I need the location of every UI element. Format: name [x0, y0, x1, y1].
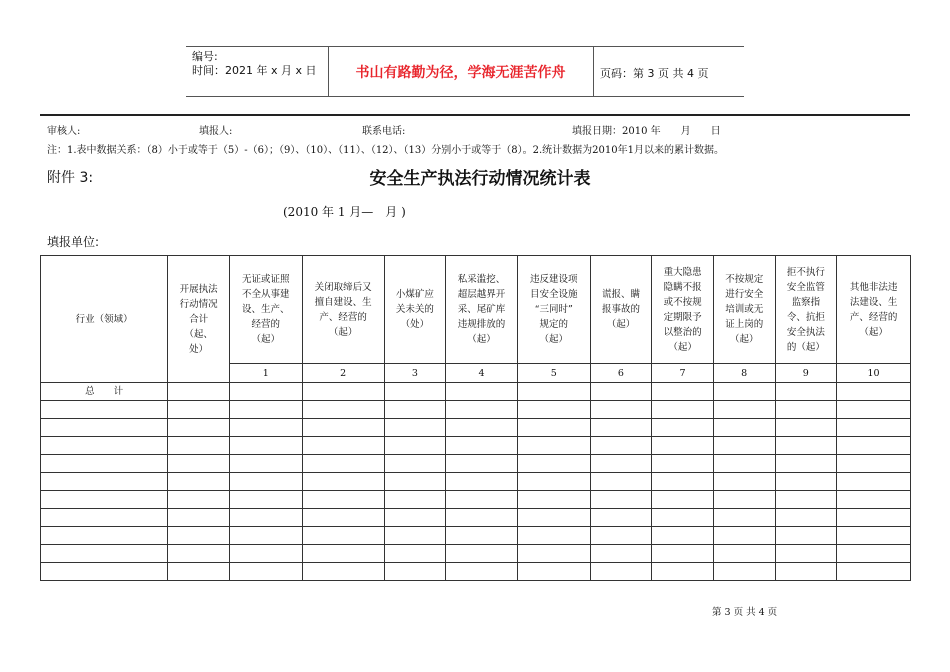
- total-label: 总 计: [41, 383, 168, 401]
- table-cell[interactable]: [652, 383, 714, 401]
- table-cell[interactable]: [775, 563, 837, 581]
- table-row: [41, 509, 911, 527]
- phone-label: 联系电话:: [362, 126, 406, 137]
- table-cell[interactable]: [517, 509, 590, 527]
- number-label: 编号:: [192, 50, 218, 63]
- table-cell[interactable]: [713, 545, 775, 563]
- table-cell[interactable]: [302, 419, 384, 437]
- header-divider: [593, 46, 594, 97]
- column-number: 4: [446, 364, 518, 383]
- table-row: [41, 491, 911, 509]
- column-number: 7: [652, 364, 714, 383]
- table-cell[interactable]: [229, 545, 302, 563]
- table-cell[interactable]: [41, 545, 168, 563]
- table-cell[interactable]: [446, 491, 518, 509]
- period-label: (2010 年 1 月— 月 ): [283, 205, 406, 219]
- column-header: 小煤矿应 关未关的 （处）: [384, 256, 446, 364]
- column-header: 拒不执行 安全监管 监察指 令、抗拒 安全执法 的（起）: [775, 256, 837, 364]
- table-cell[interactable]: [713, 419, 775, 437]
- table-cell[interactable]: [590, 563, 652, 581]
- table-cell[interactable]: [652, 473, 714, 491]
- table-cell[interactable]: [384, 509, 446, 527]
- table-cell[interactable]: [384, 437, 446, 455]
- table-cell[interactable]: [168, 509, 230, 527]
- table-cell[interactable]: [517, 401, 590, 419]
- table-cell[interactable]: [775, 527, 837, 545]
- table-cell[interactable]: [837, 437, 911, 455]
- table-cell[interactable]: [302, 437, 384, 455]
- table-cell[interactable]: [713, 563, 775, 581]
- table-cell[interactable]: [652, 491, 714, 509]
- table-cell[interactable]: [775, 509, 837, 527]
- table-cell[interactable]: [517, 491, 590, 509]
- header-page-label: 页码：第 3 页 共 4 页: [600, 67, 709, 80]
- table-cell[interactable]: [517, 545, 590, 563]
- table-cell[interactable]: [775, 455, 837, 473]
- table-cell[interactable]: [302, 545, 384, 563]
- table-cell[interactable]: [302, 473, 384, 491]
- filler-label: 填报人:: [199, 126, 233, 137]
- column-number: 3: [384, 364, 446, 383]
- table-cell[interactable]: [652, 545, 714, 563]
- table-cell[interactable]: [384, 455, 446, 473]
- header-bottom-rule: [186, 96, 744, 97]
- table-header-row: [41, 256, 911, 364]
- table-cell[interactable]: [168, 383, 230, 401]
- table-cell[interactable]: [41, 419, 168, 437]
- table-row: [41, 527, 911, 545]
- table-cell[interactable]: [590, 437, 652, 455]
- table-cell[interactable]: [168, 563, 230, 581]
- table-cell[interactable]: [229, 437, 302, 455]
- table-cell[interactable]: [41, 491, 168, 509]
- table-cell[interactable]: [384, 473, 446, 491]
- table-cell[interactable]: [775, 491, 837, 509]
- table-cell[interactable]: [41, 455, 168, 473]
- table-cell[interactable]: [41, 509, 168, 527]
- table-cell[interactable]: [384, 491, 446, 509]
- table-cell[interactable]: [229, 509, 302, 527]
- table-cell[interactable]: [713, 455, 775, 473]
- table-cell[interactable]: [517, 473, 590, 491]
- table-cell[interactable]: [446, 545, 518, 563]
- table-cell[interactable]: [229, 401, 302, 419]
- header-top-rule: [186, 46, 744, 47]
- time-label: 时间：2021 年 x 月 x 日: [192, 64, 317, 77]
- table-row: [41, 419, 911, 437]
- column-number: 9: [775, 364, 837, 383]
- table-cell[interactable]: [775, 545, 837, 563]
- table-cell[interactable]: [41, 401, 168, 419]
- unit-label: 填报单位:: [47, 235, 100, 249]
- table-cell[interactable]: [168, 545, 230, 563]
- separator-rule: [40, 114, 910, 116]
- table-row: [41, 401, 911, 419]
- table-cell[interactable]: [713, 383, 775, 401]
- table-cell[interactable]: [168, 419, 230, 437]
- column-header: 无证或证照 不全从事建 设、生产、 经营的 （起）: [229, 256, 302, 364]
- table-cell[interactable]: [446, 473, 518, 491]
- table-cell[interactable]: [837, 419, 911, 437]
- row-header-cell: 行业（领域）: [41, 256, 168, 383]
- table-cell[interactable]: [168, 527, 230, 545]
- table-cell[interactable]: [590, 473, 652, 491]
- table-cell[interactable]: [446, 455, 518, 473]
- table-cell[interactable]: [713, 527, 775, 545]
- table-cell[interactable]: [590, 419, 652, 437]
- table-cell[interactable]: [590, 383, 652, 401]
- table-cell[interactable]: [652, 437, 714, 455]
- table-cell[interactable]: [384, 419, 446, 437]
- table-cell[interactable]: [775, 437, 837, 455]
- table-cell[interactable]: [837, 563, 911, 581]
- table-cell[interactable]: [775, 419, 837, 437]
- table-row: [41, 437, 911, 455]
- table-cell[interactable]: [302, 401, 384, 419]
- column-number: 6: [590, 364, 652, 383]
- table-cell[interactable]: [713, 473, 775, 491]
- table-cell[interactable]: [302, 455, 384, 473]
- table-cell[interactable]: [837, 455, 911, 473]
- table-cell[interactable]: [41, 437, 168, 455]
- table-cell[interactable]: [837, 383, 911, 401]
- table-cell[interactable]: [168, 455, 230, 473]
- reviewer-label: 审核人:: [47, 126, 81, 137]
- table-cell[interactable]: [590, 491, 652, 509]
- table-cell[interactable]: [652, 563, 714, 581]
- page-title: 安全生产执法行动情况统计表: [369, 169, 591, 189]
- table-cell[interactable]: [517, 563, 590, 581]
- table-cell[interactable]: [713, 437, 775, 455]
- table-cell[interactable]: [775, 383, 837, 401]
- table-cell[interactable]: [713, 509, 775, 527]
- column-header: 不按规定 进行安全 培训或无 证上岗的 （起）: [713, 256, 775, 364]
- table-cell[interactable]: [590, 401, 652, 419]
- table-cell[interactable]: [652, 455, 714, 473]
- table-cell[interactable]: [837, 527, 911, 545]
- table-cell[interactable]: [652, 509, 714, 527]
- table-cell[interactable]: [713, 491, 775, 509]
- table-cell[interactable]: [302, 491, 384, 509]
- table-cell[interactable]: [41, 527, 168, 545]
- table-cell[interactable]: [652, 401, 714, 419]
- column-header: 谎报、瞒 报事故的 （起）: [590, 256, 652, 364]
- table-cell[interactable]: [517, 455, 590, 473]
- table-cell[interactable]: [517, 527, 590, 545]
- column-number: 8: [713, 364, 775, 383]
- table-row: [41, 473, 911, 491]
- table-cell[interactable]: [168, 437, 230, 455]
- table-cell[interactable]: [302, 383, 384, 401]
- column-number: 10: [837, 364, 911, 383]
- table-cell[interactable]: [41, 473, 168, 491]
- table-cell[interactable]: [652, 527, 714, 545]
- table-row: [41, 563, 911, 581]
- table-cell[interactable]: [446, 509, 518, 527]
- table-cell[interactable]: [837, 545, 911, 563]
- page-footer: 第 3 页 共 4 页: [712, 607, 778, 618]
- table-cell[interactable]: [384, 401, 446, 419]
- table-cell[interactable]: [168, 473, 230, 491]
- table-cell[interactable]: [229, 527, 302, 545]
- table-cell[interactable]: [837, 491, 911, 509]
- table-row: [41, 455, 911, 473]
- table-cell[interactable]: [446, 419, 518, 437]
- table-cell[interactable]: [517, 419, 590, 437]
- table-cell[interactable]: [775, 473, 837, 491]
- column-header: 其他非法违 法建设、生 产、经营的 （起）: [837, 256, 911, 364]
- column-header: 关闭取缔后又 擅自建设、生 产、经营的 （起）: [302, 256, 384, 364]
- table-cell[interactable]: [590, 455, 652, 473]
- table-cell[interactable]: [713, 401, 775, 419]
- table-cell[interactable]: [229, 563, 302, 581]
- table-cell[interactable]: [446, 401, 518, 419]
- attachment-label: 附件 3:: [47, 170, 94, 186]
- column-header: 重大隐患 隐瞒不报 或不按规 定期限予 以整治的 （起）: [652, 256, 714, 364]
- table-cell[interactable]: [446, 437, 518, 455]
- table-cell[interactable]: [446, 383, 518, 401]
- table-cell[interactable]: [302, 527, 384, 545]
- note-text: 注：1.表中数据关系：（8）小于或等于（5）-（6）；（9）、（10）、（11）、（12）、（13）分别小于或等于（8）。2.统计数据为2010年1月以来的累计数据。: [47, 145, 724, 156]
- table-cell[interactable]: [590, 527, 652, 545]
- column-number: 2: [302, 364, 384, 383]
- table-cell[interactable]: [517, 437, 590, 455]
- table-cell[interactable]: [384, 527, 446, 545]
- table-cell[interactable]: [384, 545, 446, 563]
- table-cell[interactable]: [302, 509, 384, 527]
- table-cell[interactable]: [446, 527, 518, 545]
- table-cell[interactable]: [168, 401, 230, 419]
- column-number: 1: [229, 364, 302, 383]
- column-header: 开展执法 行动情况 合计 （起、 处）: [168, 256, 230, 383]
- table-cell[interactable]: [590, 509, 652, 527]
- column-header: 违反建设项 目安全设施 “三同时” 规定的 （起）: [517, 256, 590, 364]
- column-header: 私采滥挖、 超层越界开 采、尾矿库 违规排放的 （起）: [446, 256, 518, 364]
- table-cell[interactable]: [229, 473, 302, 491]
- table-cell[interactable]: [229, 419, 302, 437]
- table-cell[interactable]: [229, 491, 302, 509]
- statistics-table: [40, 255, 911, 581]
- table-cell[interactable]: [837, 473, 911, 491]
- fill-date-label: 填报日期：2010 年 月 日: [572, 126, 721, 137]
- table-cell[interactable]: [384, 383, 446, 401]
- header-motto: 书山有路勤为径，学海无涯苦作舟: [355, 65, 566, 81]
- header-left: [192, 50, 317, 78]
- table-cell[interactable]: [41, 563, 168, 581]
- total-row: [41, 383, 911, 401]
- table-cell[interactable]: [168, 491, 230, 509]
- table-cell[interactable]: [517, 383, 590, 401]
- table-cell[interactable]: [446, 563, 518, 581]
- table-cell[interactable]: [837, 509, 911, 527]
- table-cell[interactable]: [229, 455, 302, 473]
- table-row: [41, 545, 911, 563]
- table-cell[interactable]: [229, 383, 302, 401]
- column-number: 5: [517, 364, 590, 383]
- table-cell[interactable]: [384, 563, 446, 581]
- table-cell[interactable]: [775, 401, 837, 419]
- table-cell[interactable]: [652, 419, 714, 437]
- table-cell[interactable]: [590, 545, 652, 563]
- table-cell[interactable]: [302, 563, 384, 581]
- table-cell[interactable]: [837, 401, 911, 419]
